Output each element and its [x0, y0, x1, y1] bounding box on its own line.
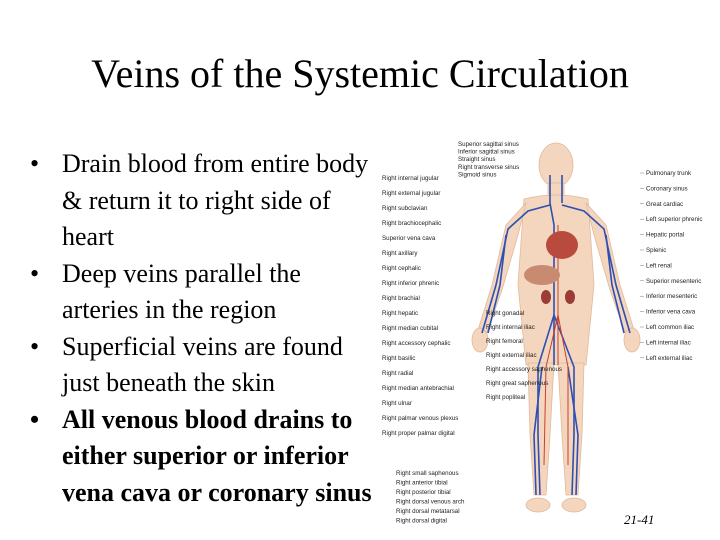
slide-title: Veins of the Systemic Circulation	[91, 51, 629, 96]
figure-label: Superior sagittal sinus	[458, 141, 519, 148]
figure-label: Superior mesenteric	[646, 277, 702, 285]
figure-label: Right proper palmar digital	[382, 430, 455, 437]
figure-label: Right inferior phrenic	[382, 280, 440, 287]
figure-label: Right hepatic	[382, 310, 419, 317]
figure-label: Straight sinus	[458, 156, 496, 164]
figure-label: Right dorsal digital	[396, 517, 447, 525]
figure-label: Left external iliac	[646, 354, 693, 362]
figure-label: Left internal iliac	[646, 339, 691, 347]
figure-label: Splenic	[646, 247, 667, 254]
figure-label: Great cardiac	[646, 200, 684, 208]
figure-label: Right accessory saphenous	[486, 366, 563, 373]
figure-label: Right internal jugular	[382, 175, 439, 182]
figure-label: Left renal	[646, 262, 672, 270]
kidney-icon	[565, 290, 575, 304]
figure-label: Right small saphenous	[396, 470, 459, 477]
figure-label: Right external jugular	[382, 190, 441, 197]
bullet-icon: •	[30, 149, 40, 178]
figure-label: Right median antebrachial	[382, 385, 454, 392]
figure-leader-lines	[640, 173, 644, 358]
figure-label: Right cephalic	[382, 265, 421, 272]
liver-icon	[524, 265, 560, 285]
figure-label: Right brachiocephalic	[382, 220, 442, 227]
figure-label: Right accessory cephalic	[382, 340, 451, 347]
figure-label: Inferior vena cava	[646, 308, 696, 316]
figure-label: Right axillary	[382, 250, 418, 257]
figure-label: Right posterior tibial	[396, 489, 451, 496]
bullet-icon: •	[30, 258, 40, 288]
figure-label: Right basilic	[382, 355, 416, 362]
bullet-text: All venous blood drains to either superior or inferior vena cava or coronary sinus	[62, 404, 372, 507]
figure-label: Right anterior tibial	[396, 479, 448, 487]
bullet-text: Superficial veins are found just beneath the skin	[62, 331, 343, 397]
bullet-item	[28, 256, 380, 329]
figure-label: Right gonadal	[486, 310, 525, 317]
figure-label: Inferior sagittal sinus	[458, 148, 515, 156]
figure-label: Sigmoid sinus	[458, 171, 497, 179]
bullet-text: Drain blood from entire body & return it to right side of heart	[62, 149, 369, 251]
figure-label: Right dorsal metatarsal	[396, 508, 460, 515]
bullet-icon: •	[30, 331, 40, 361]
figure-label: Superior vena cava	[382, 235, 436, 242]
figure-label: Coronary sinus	[646, 185, 688, 193]
bullet-list	[28, 146, 380, 511]
figure-label: Pulmonary trunk	[646, 170, 692, 177]
heart-icon	[546, 231, 578, 259]
bullet-item	[28, 402, 380, 512]
figure-label: Right ulnar	[382, 400, 412, 407]
bullet-text: Deep veins parallel the arteries in the region	[62, 258, 301, 324]
bullet-item	[28, 146, 380, 256]
figure-label: Right internal iliac	[486, 324, 535, 331]
figure-label: Right popliteal	[486, 394, 526, 401]
kidney-icon	[541, 290, 551, 304]
bullet-icon: •	[30, 404, 40, 434]
figure-label: Right transverse sinus	[458, 163, 520, 171]
venous-system-illustration	[378, 135, 703, 530]
figure-label: Hepatic portal	[646, 231, 685, 239]
figure-label: Right dorsal venous arch	[396, 498, 465, 506]
figure-label: Right great saphenous	[486, 380, 549, 387]
figure-label: Right femoral	[486, 338, 523, 345]
figure-label: Left common iliac	[646, 324, 695, 331]
figure-label: Right subclavian	[382, 205, 428, 212]
figure-label: Inferior mesenteric	[646, 293, 698, 301]
figure-label: Right radial	[382, 370, 414, 377]
figure-label: Right brachial	[382, 295, 420, 302]
figure-label: Left superior phrenic	[646, 216, 703, 224]
page-number: 21-41	[624, 512, 655, 527]
venous-system-figure	[378, 135, 703, 530]
figure-label: Right external iliac	[486, 352, 537, 359]
bullet-item	[28, 329, 380, 402]
figure-label: Right palmar venous plexus	[382, 415, 459, 422]
figure-label: Right median cubital	[382, 325, 439, 332]
